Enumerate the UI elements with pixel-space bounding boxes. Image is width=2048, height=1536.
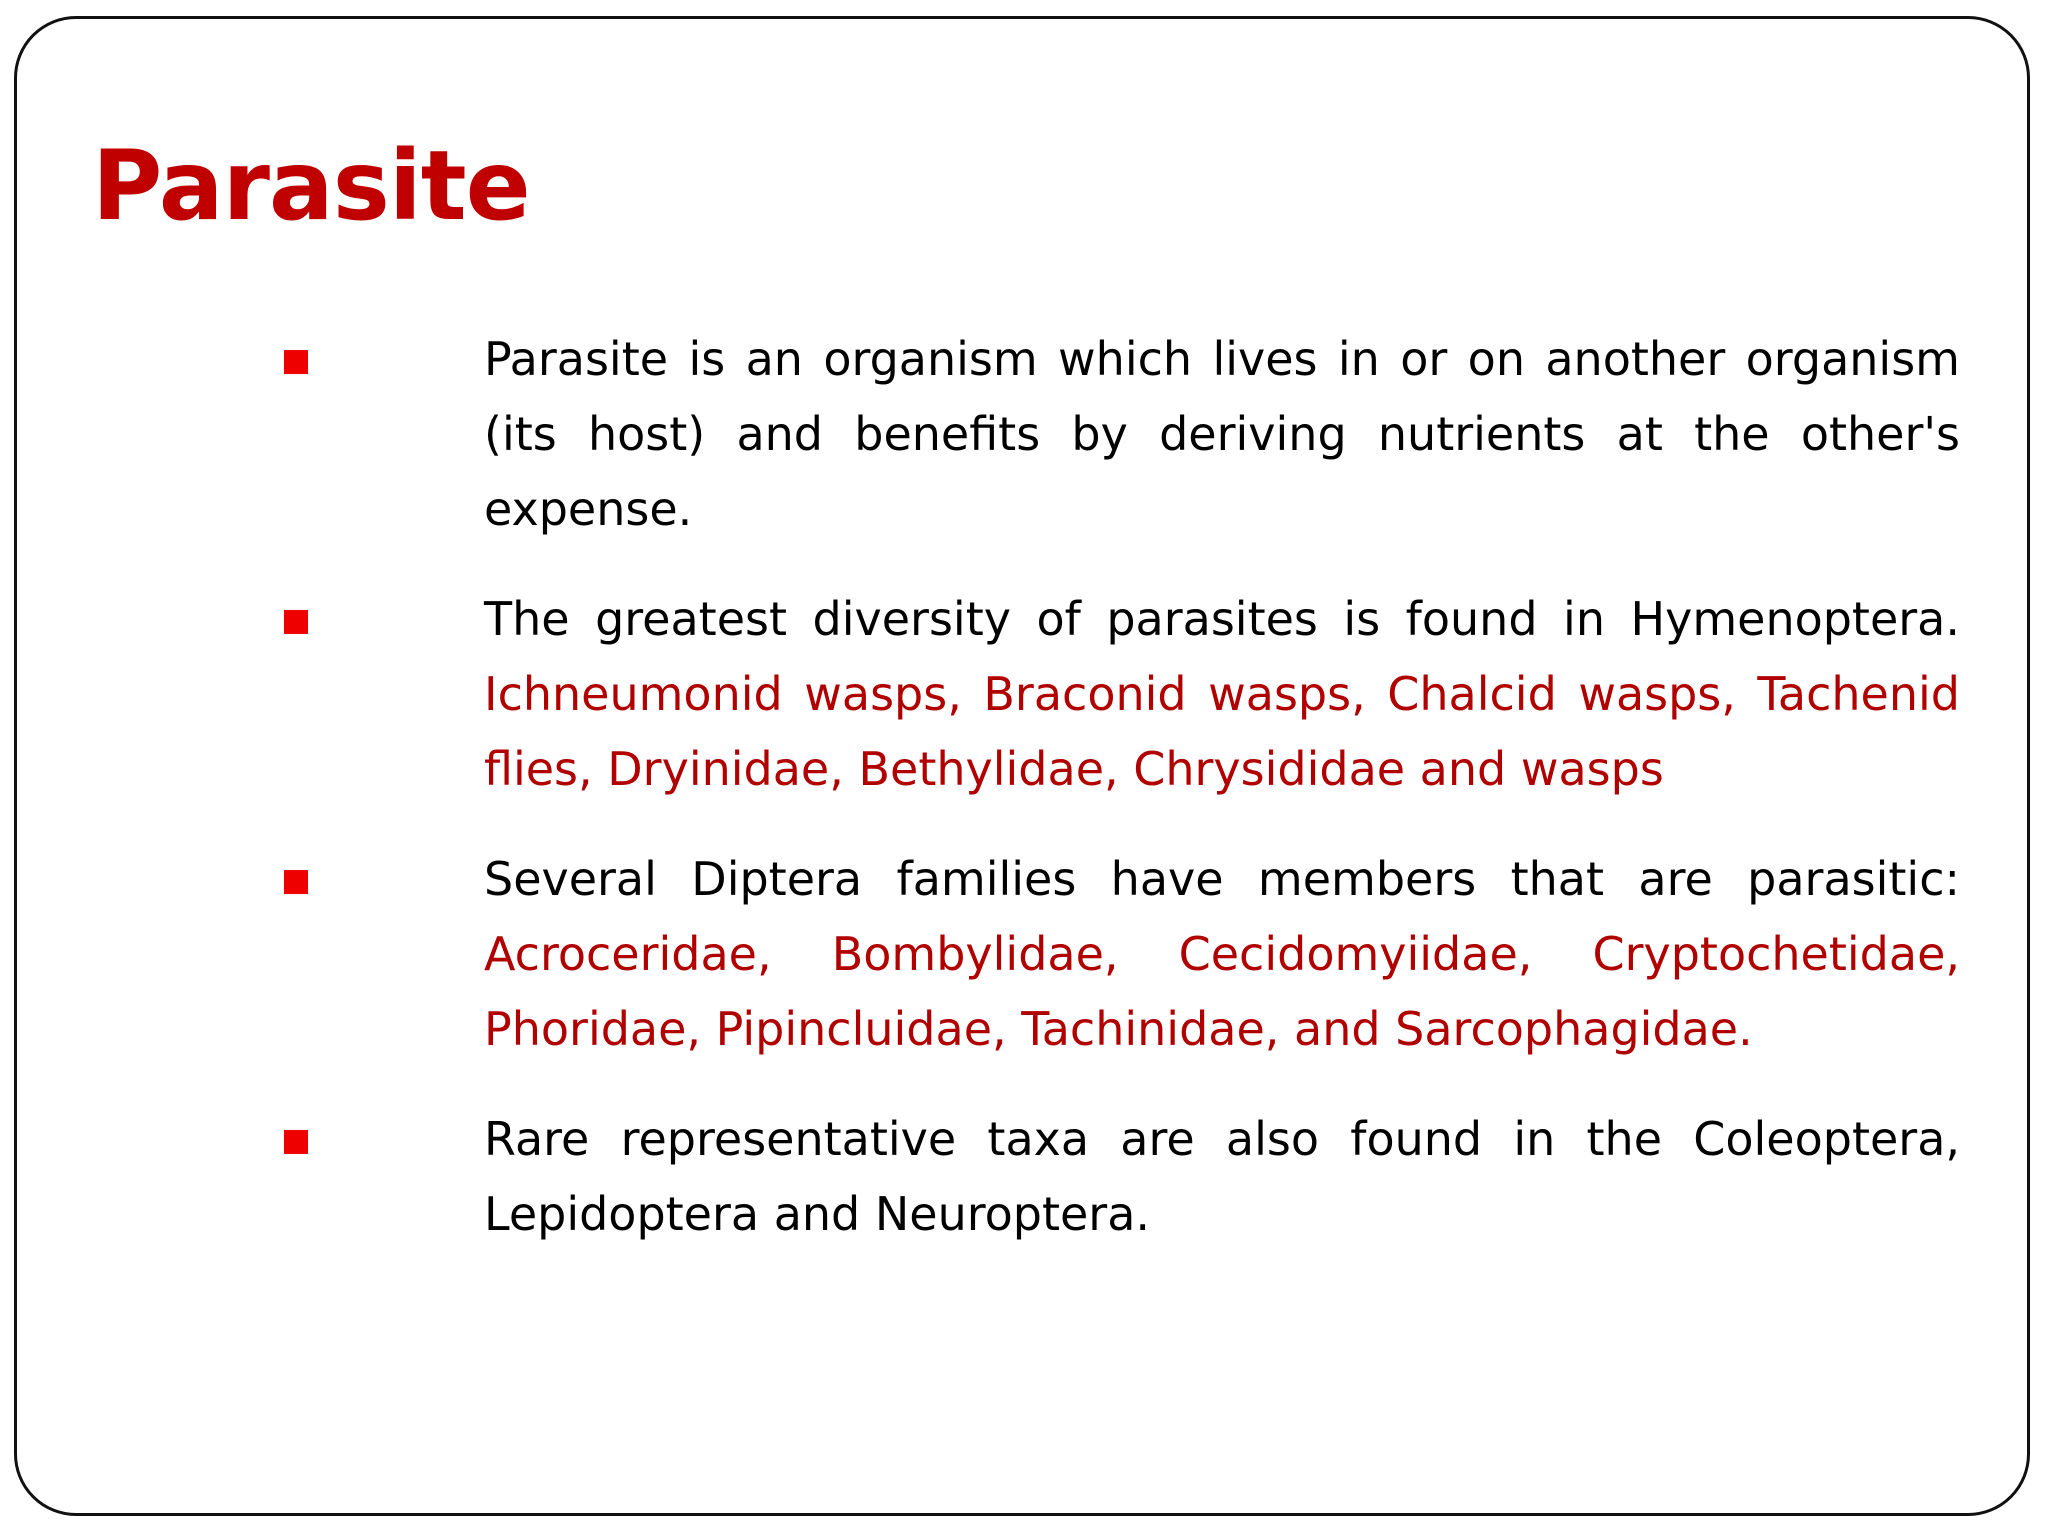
red-square-bullet-icon xyxy=(284,610,308,634)
bullet-item xyxy=(0,1102,2048,1252)
bullet-main-text: The greatest diversity of parasites is found in Hymenoptera. xyxy=(484,592,1960,646)
red-square-bullet-icon xyxy=(284,350,308,374)
bullet-text xyxy=(484,842,1960,1067)
red-square-bullet-icon xyxy=(284,870,308,894)
bullet-main-text: Several Diptera families have members that are parasitic: xyxy=(484,852,1960,906)
bullet-highlight-text: Acroceridae, Bombylidae, Cecidomyiidae, Cryptochetidae, Phoridae, Pipincluidae, Tachinidae, and Sarcophagidae. xyxy=(484,927,1960,1056)
bullet-main-text: Rare representative taxa are also found in the Coleoptera, Lepidoptera and Neuroptera. xyxy=(484,1112,1960,1241)
red-square-bullet-icon xyxy=(284,1130,308,1154)
bullet-text xyxy=(484,582,1960,807)
bullet-item xyxy=(0,842,2048,1067)
bullet-item xyxy=(0,322,2048,547)
bullet-text xyxy=(484,1102,1960,1252)
bullet-text xyxy=(484,322,1960,547)
bullet-highlight-text: Ichneumonid wasps, Braconid wasps, Chalcid wasps, Tachenid flies, Dryinidae, Bethylidae, Chrysididae and wasps xyxy=(484,667,1960,796)
bullet-list xyxy=(0,322,2048,1287)
slide-title: Parasite xyxy=(92,130,530,242)
bullet-item xyxy=(0,582,2048,807)
bullet-main-text: Parasite is an organism which lives in or on another organism (its host) and benefits by deriving nutrients at the other's expense. xyxy=(484,332,1960,536)
